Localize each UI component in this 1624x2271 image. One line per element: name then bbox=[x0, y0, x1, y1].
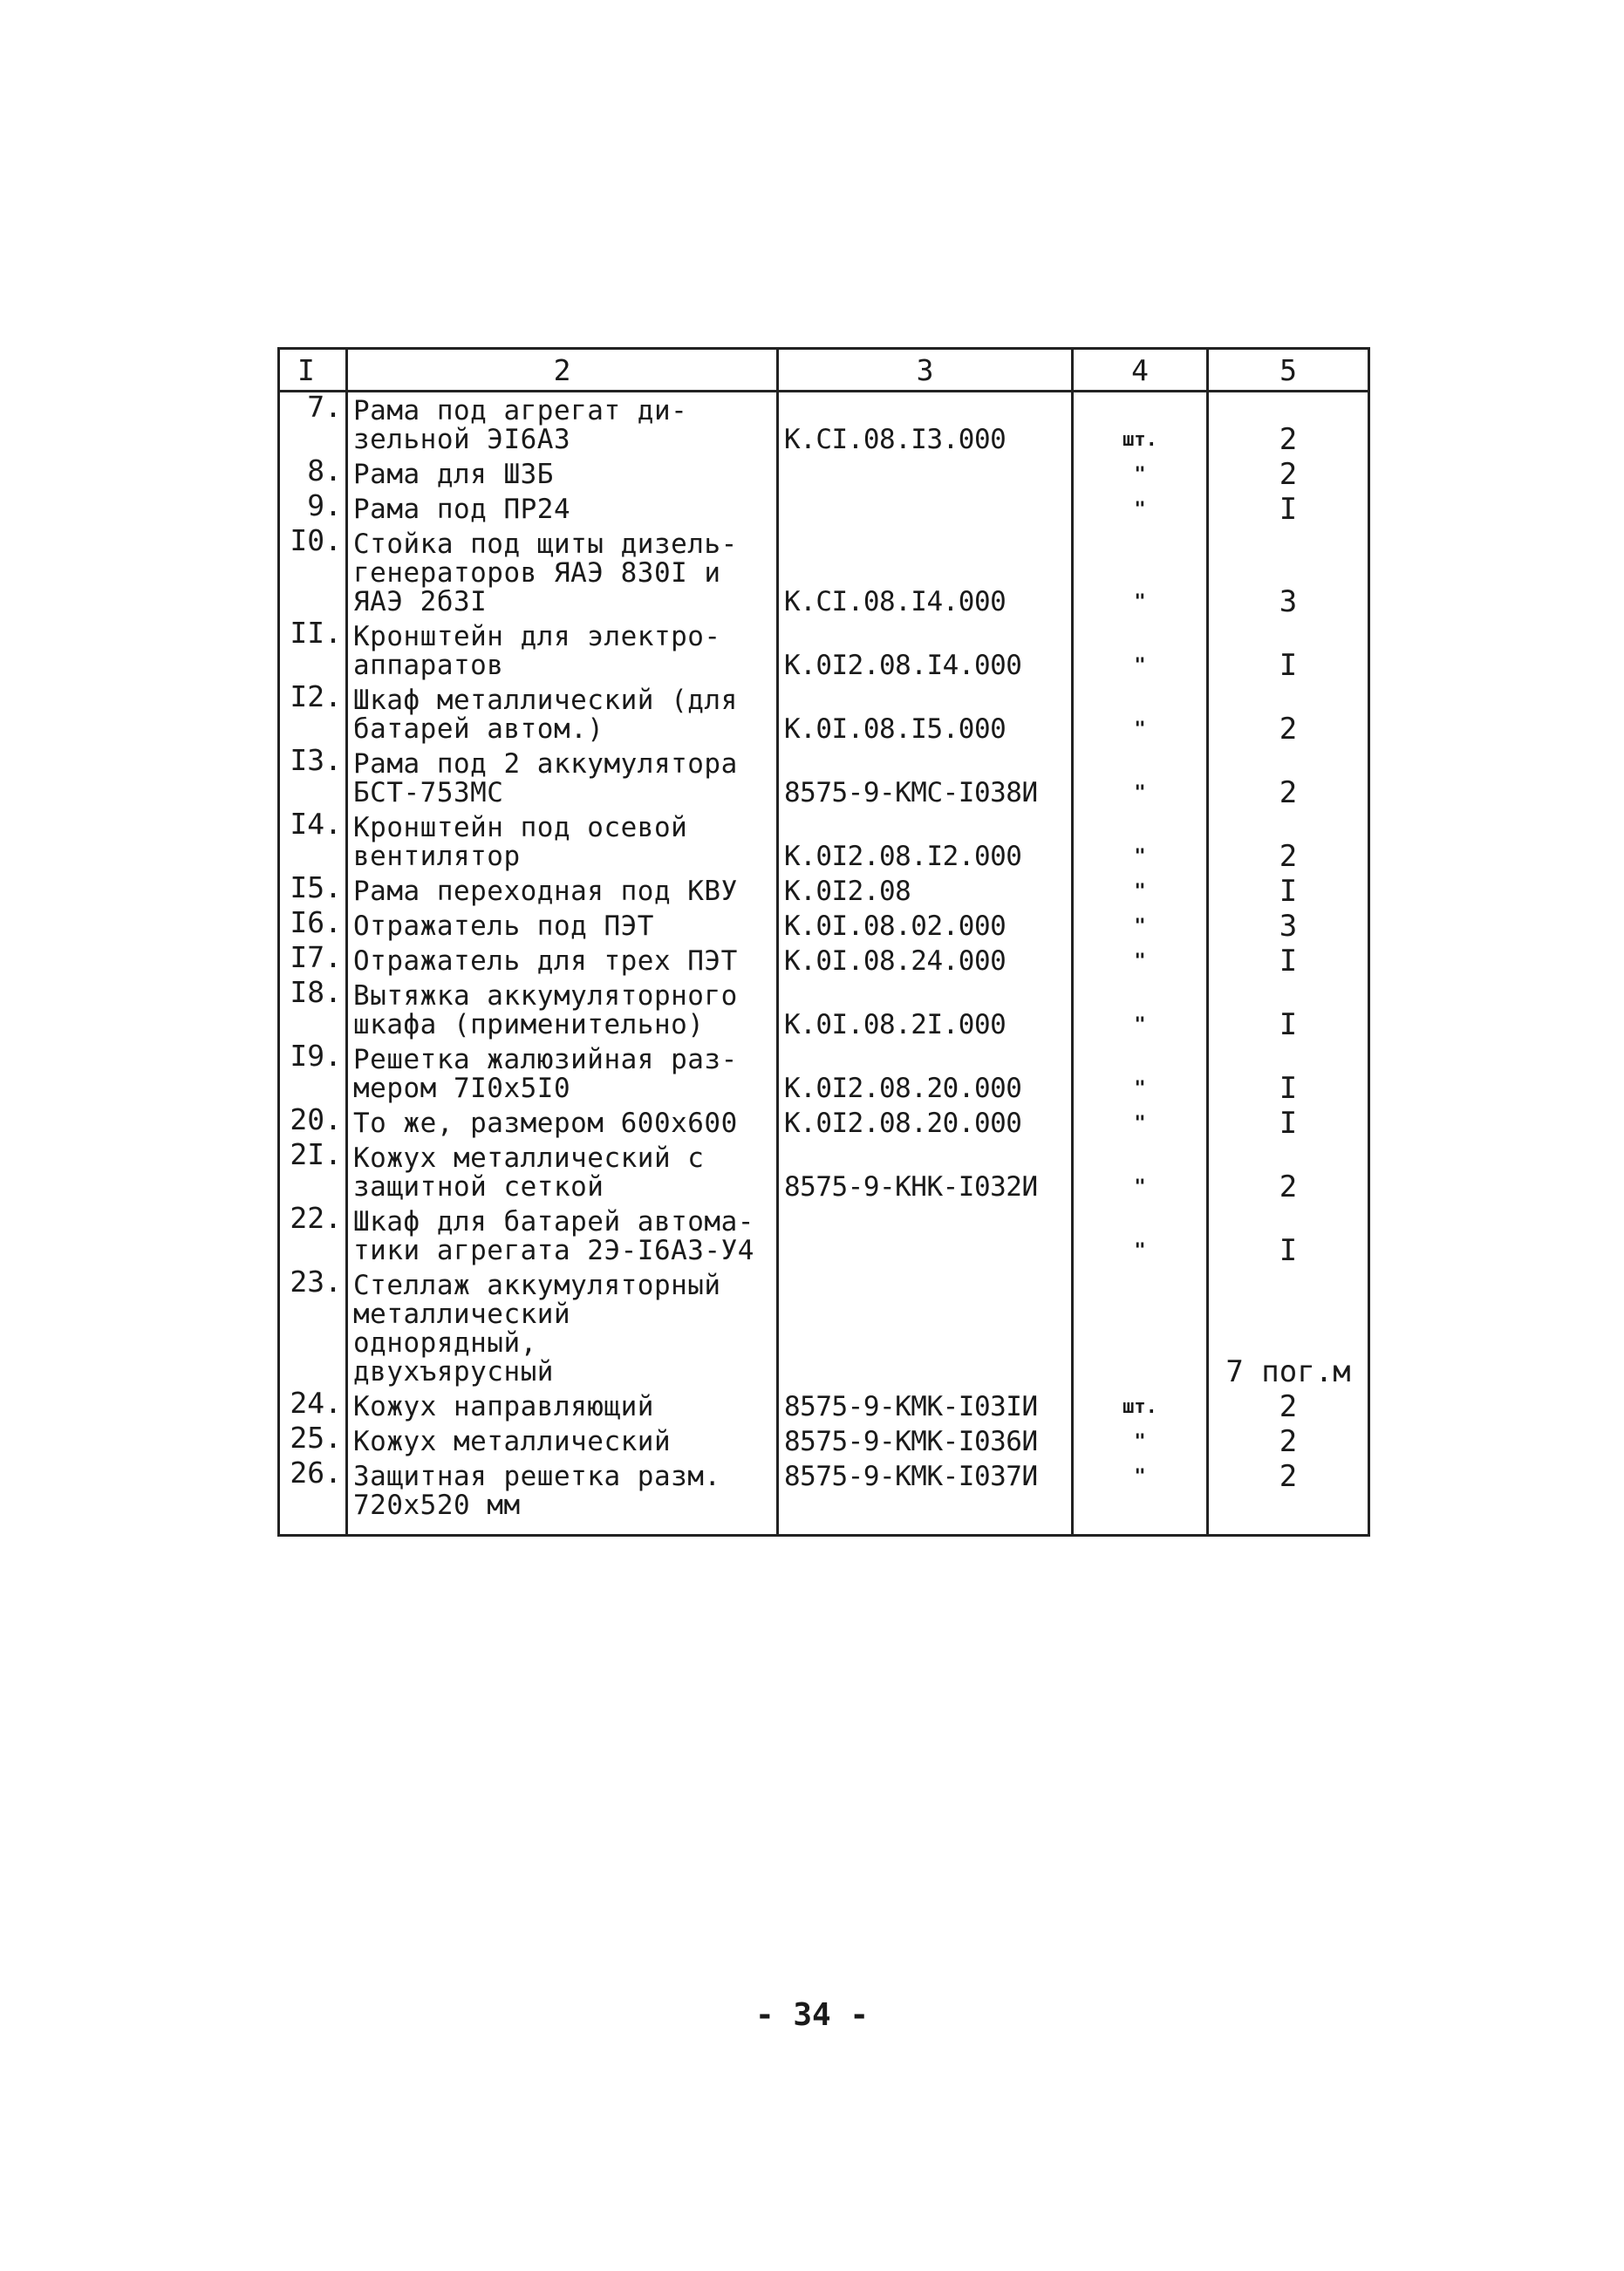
item-unit: " bbox=[1073, 746, 1208, 809]
row-number: 8. bbox=[279, 456, 347, 491]
item-code bbox=[778, 1267, 1073, 1388]
item-quantity: I bbox=[1208, 1105, 1369, 1140]
item-quantity: 2 bbox=[1208, 682, 1369, 746]
table-row bbox=[279, 943, 1369, 978]
item-quantity: 7 пог.м bbox=[1208, 1267, 1369, 1388]
item-code: К.0I.08.02.000 bbox=[778, 908, 1073, 943]
row-number: 23. bbox=[279, 1267, 347, 1388]
item-unit: " bbox=[1073, 618, 1208, 682]
row-number: 26. bbox=[279, 1458, 347, 1536]
column-header-3: 3 bbox=[778, 349, 1073, 392]
row-number: I7. bbox=[279, 943, 347, 978]
table-header-row bbox=[279, 349, 1369, 392]
item-name: Кожух металлический bbox=[347, 1423, 778, 1458]
item-name: Рама под агрегат ди- зельной ЭI6А3 bbox=[347, 392, 778, 457]
row-number: I5. bbox=[279, 873, 347, 908]
table-row bbox=[279, 1140, 1369, 1204]
item-name: Стеллаж аккумуляторный металлический однорядный, двухъярусный bbox=[347, 1267, 778, 1388]
item-name: Кронштейн для электро- аппаратов bbox=[347, 618, 778, 682]
item-quantity: I bbox=[1208, 943, 1369, 978]
item-code: К.0I.08.2I.000 bbox=[778, 978, 1073, 1041]
item-unit: " bbox=[1073, 1458, 1208, 1536]
item-name: Стойка под щиты дизель- генераторов ЯАЭ 830I и ЯАЭ 2б3I bbox=[347, 526, 778, 618]
item-unit: " bbox=[1073, 908, 1208, 943]
item-quantity: I bbox=[1208, 1041, 1369, 1105]
item-unit: " bbox=[1073, 456, 1208, 491]
item-quantity: I bbox=[1208, 1204, 1369, 1267]
item-name: Отражатель для трех ПЭТ bbox=[347, 943, 778, 978]
item-code: К.0I2.08.20.000 bbox=[778, 1105, 1073, 1140]
item-code: К.0I2.08.I2.000 bbox=[778, 809, 1073, 873]
item-name: Кожух металлический с защитной сеткой bbox=[347, 1140, 778, 1204]
row-number: I3. bbox=[279, 746, 347, 809]
item-quantity: 2 bbox=[1208, 1388, 1369, 1423]
item-quantity: 2 bbox=[1208, 456, 1369, 491]
row-number: I6. bbox=[279, 908, 347, 943]
item-name: Рама под ПР24 bbox=[347, 491, 778, 526]
item-code: 8575-9-КМС-I038И bbox=[778, 746, 1073, 809]
item-code: К.0I.08.I5.000 bbox=[778, 682, 1073, 746]
table-row bbox=[279, 1105, 1369, 1140]
item-code: 8575-9-КНК-I032И bbox=[778, 1140, 1073, 1204]
table-row bbox=[279, 1204, 1369, 1267]
item-quantity: 2 bbox=[1208, 1458, 1369, 1536]
table-row bbox=[279, 682, 1369, 746]
table-row bbox=[279, 809, 1369, 873]
item-unit: " bbox=[1073, 978, 1208, 1041]
table-row bbox=[279, 1041, 1369, 1105]
table-row bbox=[279, 1388, 1369, 1423]
item-name: Рама переходная под КВУ bbox=[347, 873, 778, 908]
specification-table bbox=[277, 347, 1370, 1537]
row-number: I0. bbox=[279, 526, 347, 618]
table-row bbox=[279, 1423, 1369, 1458]
item-code: К.СI.08.I3.000 bbox=[778, 392, 1073, 457]
row-number: 25. bbox=[279, 1423, 347, 1458]
item-code bbox=[778, 491, 1073, 526]
item-unit: " bbox=[1073, 943, 1208, 978]
item-name: Решетка жалюзийная раз- мером 7I0х5I0 bbox=[347, 1041, 778, 1105]
item-unit: шт. bbox=[1073, 1388, 1208, 1423]
column-header-5: 5 bbox=[1208, 349, 1369, 392]
table-row bbox=[279, 491, 1369, 526]
item-unit: " bbox=[1073, 491, 1208, 526]
page-number: - 34 - bbox=[754, 1997, 870, 2033]
table-row bbox=[279, 526, 1369, 618]
item-name: Шкаф для батарей автома- тики агрегата 2Э-I6А3-У4 bbox=[347, 1204, 778, 1267]
item-quantity: 2 bbox=[1208, 1140, 1369, 1204]
item-quantity: 3 bbox=[1208, 526, 1369, 618]
item-code: К.0I2.08.I4.000 bbox=[778, 618, 1073, 682]
table-row bbox=[279, 978, 1369, 1041]
item-code: К.0I.08.24.000 bbox=[778, 943, 1073, 978]
row-number: I8. bbox=[279, 978, 347, 1041]
row-number: I2. bbox=[279, 682, 347, 746]
item-name: То же, размером 600х600 bbox=[347, 1105, 778, 1140]
column-header-1: I bbox=[279, 349, 347, 392]
item-name: Кронштейн под осевой вентилятор bbox=[347, 809, 778, 873]
row-number: 24. bbox=[279, 1388, 347, 1423]
row-number: I9. bbox=[279, 1041, 347, 1105]
item-name: Защитная решетка разм. 720х520 мм bbox=[347, 1458, 778, 1536]
table-body bbox=[279, 392, 1369, 1536]
item-unit: " bbox=[1073, 873, 1208, 908]
row-number: 2I. bbox=[279, 1140, 347, 1204]
table-row bbox=[279, 746, 1369, 809]
item-name: Вытяжка аккумуляторного шкафа (применительно) bbox=[347, 978, 778, 1041]
item-quantity: I bbox=[1208, 618, 1369, 682]
row-number: 9. bbox=[279, 491, 347, 526]
item-code bbox=[778, 456, 1073, 491]
item-quantity: 2 bbox=[1208, 746, 1369, 809]
item-quantity: I bbox=[1208, 873, 1369, 908]
item-unit: " bbox=[1073, 1423, 1208, 1458]
table-row bbox=[279, 908, 1369, 943]
item-code: К.СI.08.I4.000 bbox=[778, 526, 1073, 618]
item-quantity: 2 bbox=[1208, 1423, 1369, 1458]
item-unit: " bbox=[1073, 1140, 1208, 1204]
item-unit: шт. bbox=[1073, 392, 1208, 457]
item-name: Рама для ШЗБ bbox=[347, 456, 778, 491]
column-header-4: 4 bbox=[1073, 349, 1208, 392]
item-code: 8575-9-КМК-I03IИ bbox=[778, 1388, 1073, 1423]
item-code: 8575-9-КМК-I036И bbox=[778, 1423, 1073, 1458]
item-name: Отражатель под ПЭТ bbox=[347, 908, 778, 943]
item-name: Кожух направляющий bbox=[347, 1388, 778, 1423]
item-unit: " bbox=[1073, 682, 1208, 746]
item-code: К.0I2.08 bbox=[778, 873, 1073, 908]
row-number: 7. bbox=[279, 392, 347, 457]
row-number: 22. bbox=[279, 1204, 347, 1267]
item-code: 8575-9-КМК-I037И bbox=[778, 1458, 1073, 1536]
table-row bbox=[279, 873, 1369, 908]
column-header-2: 2 bbox=[347, 349, 778, 392]
item-unit bbox=[1073, 1267, 1208, 1388]
item-unit: " bbox=[1073, 1041, 1208, 1105]
row-number: 20. bbox=[279, 1105, 347, 1140]
table-row bbox=[279, 618, 1369, 682]
table-row bbox=[279, 1267, 1369, 1388]
item-unit: " bbox=[1073, 809, 1208, 873]
row-number: II. bbox=[279, 618, 347, 682]
table-row bbox=[279, 456, 1369, 491]
table-row bbox=[279, 392, 1369, 457]
table-row bbox=[279, 1458, 1369, 1536]
item-name: Рама под 2 аккумулятора БСТ-75ЗМС bbox=[347, 746, 778, 809]
item-unit: " bbox=[1073, 1105, 1208, 1140]
item-quantity: 3 bbox=[1208, 908, 1369, 943]
item-quantity: I bbox=[1208, 978, 1369, 1041]
item-name: Шкаф металлический (для батарей автом.) bbox=[347, 682, 778, 746]
item-code: К.0I2.08.20.000 bbox=[778, 1041, 1073, 1105]
item-code bbox=[778, 1204, 1073, 1267]
item-quantity: I bbox=[1208, 491, 1369, 526]
row-number: I4. bbox=[279, 809, 347, 873]
item-quantity: 2 bbox=[1208, 392, 1369, 457]
item-unit: " bbox=[1073, 1204, 1208, 1267]
item-quantity: 2 bbox=[1208, 809, 1369, 873]
item-unit: " bbox=[1073, 526, 1208, 618]
